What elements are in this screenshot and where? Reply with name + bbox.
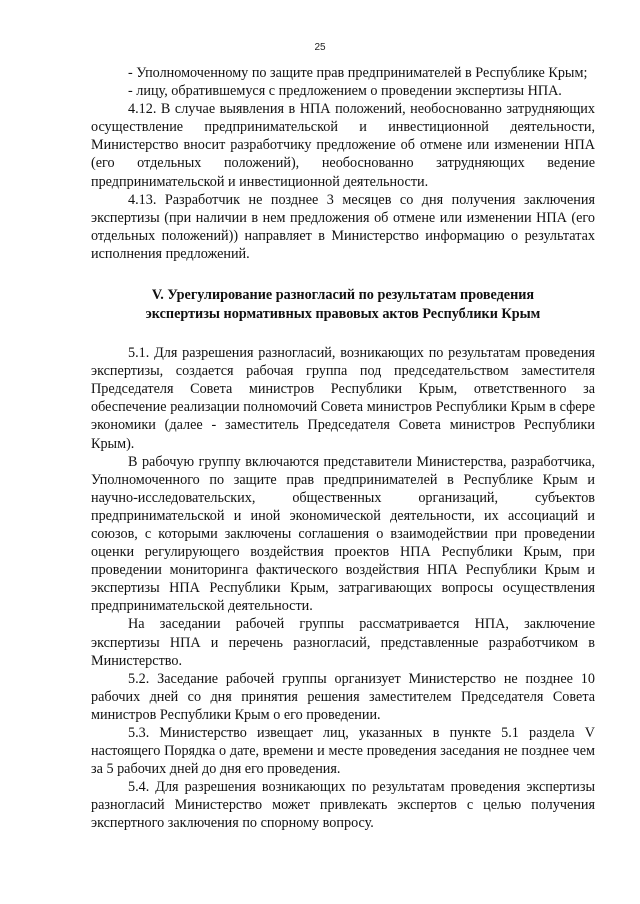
- page-number: 25: [314, 42, 326, 53]
- paragraph: - лицу, обратившемуся с предложением о проведении экспертизы НПА.: [128, 83, 562, 100]
- paragraph: На заседании рабочей группы рассматривается НПА, заключение экспертизы НПА и перечень разногласий, представленные разработчиком в Министерство.: [91, 616, 595, 669]
- paragraph: 5.4. Для разрешения возникающих по результатам проведения экспертизы разногласий Министерство может привлекать экспертов с целью получения экспертного заключения по спорному вопросу.: [91, 779, 595, 832]
- paragraph: 4.13. Разработчик не позднее 3 месяцев со дня получения заключения экспертизы (при наличии в нем предложения об отмене или изменении НПА (его отдельных положений)) направляет в Министерство информацию о результатах исполнения предложений.: [91, 191, 595, 262]
- section-heading: [91, 286, 595, 323]
- paragraph: 5.2. Заседание рабочей группы организует Министерство не позднее 10 рабочих дней со дня принятия решения заместителем Председателя Совета министров Республики Крым о его проведении.: [91, 670, 595, 723]
- paragraph: 5.3. Министерство извещает лиц, указанных в пункте 5.1 раздела V настоящего Порядка о дате, времени и месте проведения заседания не позднее чем за 5 рабочих дней до дня его проведения.: [91, 725, 595, 778]
- document-body: [91, 64, 595, 833]
- section-heading-line-1: V. Урегулирование разногласий по результатам проведения: [151, 287, 535, 304]
- paragraph: 4.12. В случае выявления в НПА положений, необоснованно затрудняющих осуществление предпринимательской и инвестиционной деятельности, Министерство вносит разработчику предложение об отмене или изменении НПА (его отдельных положений), необоснованно затрудняющих ведение предпринимательской и инвестиционной деятельности.: [91, 101, 595, 190]
- paragraph: 5.1. Для разрешения разногласий, возникающих по результатам проведения экспертизы, создается рабочая группа под председательством заместителя Председателя Совета министров Республики Крым, ответственного за обеспечение реализации полномочий Совета министров Республики Крым в сфере экономики (далее - заместитель Председателя Совета министров Республики Крым).: [91, 345, 595, 452]
- paragraph: В рабочую группу включаются представители Министерства, разработчика, Уполномоченного по защите прав предпринимателей в Республике Крым и научно-исследовательских, общественных организаций, субъектов предпринимательской и иной экономической деятельности, их ассоциаций и союзов, с которыми заключены соглашения о взаимодействии при проведении оценки регулирующего воздействия проектов НПА Республики Крым, при проведении мониторинга фактического воздействия НПА Республики Крым и экспертизы НПА Республики Крым, затрагивающих вопросы осуществления предпринимательской деятельности.: [91, 453, 595, 615]
- section-heading-line-2: экспертизы нормативных правовых актов Республики Крым: [145, 305, 541, 322]
- paragraph: - Уполномоченному по защите прав предпринимателей в Республике Крым;: [128, 65, 588, 81]
